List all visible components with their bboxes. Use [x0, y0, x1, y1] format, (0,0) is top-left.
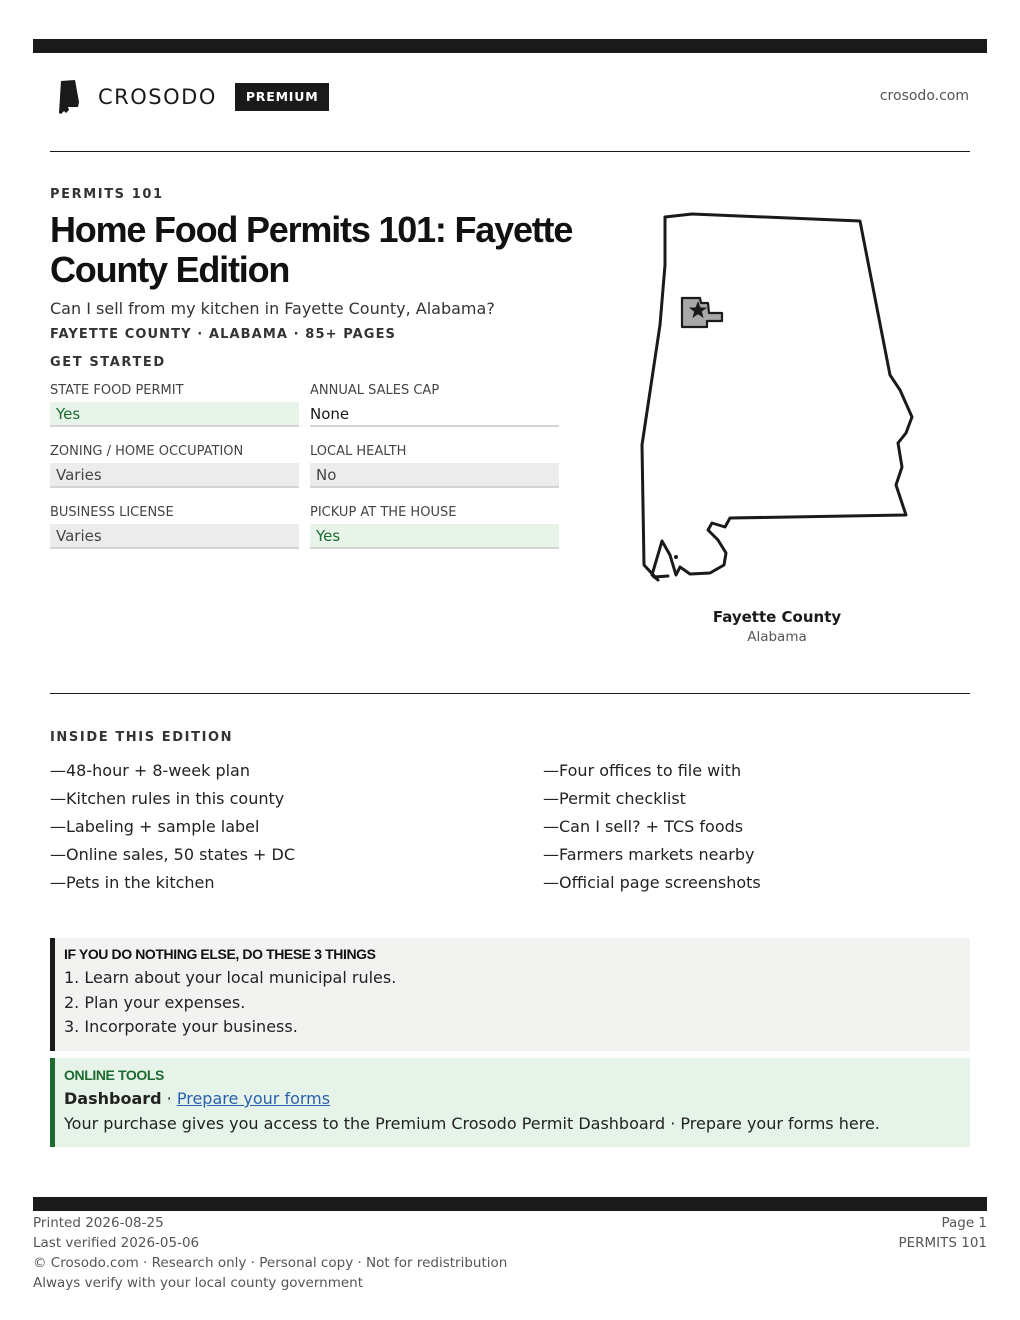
fact-business-license	[50, 502, 299, 563]
page-subtitle: Can I sell from my kitchen in Fayette County, Alabama?	[50, 299, 495, 318]
fact-annual-sales-cap	[310, 380, 559, 441]
printed-date: Printed 2026-08-25	[33, 1215, 164, 1231]
list-item: —Official page screenshots	[543, 873, 761, 892]
fact-zoning-home-occupation	[50, 441, 299, 502]
page-title: Home Food Permits 101: Fayette County Edition	[50, 209, 573, 290]
online-tools-description: Your purchase gives you access to the Premium Crosodo Permit Dashboard · Prepare your forms here.	[64, 1114, 880, 1133]
map-county-name: Fayette County	[712, 608, 842, 626]
dashboard-line	[64, 1089, 970, 1108]
site-url[interactable]: crosodo.com	[879, 88, 969, 104]
top-rule-bar	[33, 39, 987, 53]
page-number: Page 1	[941, 1215, 987, 1231]
must-do-title: IF YOU DO NOTHING ELSE, DO THESE 3 THINGS	[64, 946, 376, 962]
bay-dot	[674, 555, 678, 559]
alabama-state-outline	[642, 214, 912, 580]
section-divider	[50, 693, 970, 694]
fact-state-food-permit	[50, 380, 299, 441]
map-state-name: Alabama	[747, 629, 807, 645]
fact-value: Varies	[50, 463, 299, 488]
fact-label: STATE FOOD PERMIT	[50, 383, 184, 398]
footer-section: PERMITS 101	[898, 1235, 987, 1251]
must-do-callout	[50, 938, 970, 1051]
list-item: 2. Plan your expenses.	[64, 992, 246, 1012]
fact-value: Varies	[50, 524, 299, 549]
alabama-locator-map	[630, 205, 930, 595]
list-item: —Kitchen rules in this county	[50, 789, 285, 808]
online-tools-callout	[50, 1058, 970, 1147]
alabama-state-icon	[58, 80, 82, 114]
fact-label: LOCAL HEALTH	[310, 444, 407, 459]
list-item: —Farmers markets nearby	[543, 845, 755, 864]
list-item: —Can I sell? + TCS foods	[543, 817, 744, 836]
edition-meta: FAYETTE COUNTY · ALABAMA · 85+ PAGES	[50, 327, 397, 342]
contents-list-left	[50, 757, 295, 897]
bottom-rule-bar	[33, 1197, 987, 1211]
footer-left	[33, 1213, 507, 1293]
list-item: —Online sales, 50 states + DC	[50, 845, 296, 864]
list-item: —Pets in the kitchen	[50, 873, 215, 892]
fact-label: ZONING / HOME OCCUPATION	[50, 444, 244, 459]
premium-badge: PREMIUM	[235, 83, 330, 111]
disclaimer: Always verify with your local county government	[33, 1275, 363, 1291]
fact-label: ANNUAL SALES CAP	[310, 383, 440, 398]
brand-name: CROSODO	[98, 85, 217, 109]
must-do-list	[64, 966, 970, 1040]
prepare-forms-link[interactable]: Prepare your forms	[176, 1089, 331, 1108]
coastal-detail	[654, 576, 668, 577]
brand-lockup[interactable]	[58, 80, 329, 114]
map-caption	[677, 608, 877, 645]
list-item: 3. Incorporate your business.	[64, 1017, 298, 1036]
fact-value: Yes	[310, 524, 559, 549]
dashboard-label: Dashboard	[64, 1089, 162, 1108]
get-started-heading: GET STARTED	[50, 355, 166, 370]
fact-value: Yes	[50, 402, 299, 427]
contents-list-right	[543, 757, 761, 897]
list-item: 1. Learn about your local municipal rules.	[64, 968, 397, 987]
quick-facts-grid	[50, 380, 559, 563]
header-divider	[50, 151, 970, 152]
list-item: —Four offices to file with	[543, 761, 742, 780]
list-item: —Labeling + sample label	[50, 817, 260, 836]
copyright-notice: © Crosodo.com · Research only · Personal copy · Not for redistribution	[33, 1255, 508, 1271]
separator: ·	[161, 1089, 177, 1108]
section-kicker: PERMITS 101	[50, 187, 164, 202]
fact-pickup-at-house	[310, 502, 559, 563]
verified-date: Last verified 2026-05-06	[33, 1235, 200, 1251]
fact-label: PICKUP AT THE HOUSE	[310, 505, 457, 520]
fact-value: None	[310, 402, 559, 427]
fact-value: No	[310, 463, 559, 488]
fact-label: BUSINESS LICENSE	[50, 505, 174, 520]
list-item: —48-hour + 8-week plan	[50, 761, 250, 780]
footer-right	[898, 1213, 987, 1253]
online-tools-title: ONLINE TOOLS	[64, 1067, 164, 1083]
list-item: —Permit checklist	[543, 789, 686, 808]
fact-local-health	[310, 441, 559, 502]
inside-edition-heading: INSIDE THIS EDITION	[50, 730, 234, 745]
